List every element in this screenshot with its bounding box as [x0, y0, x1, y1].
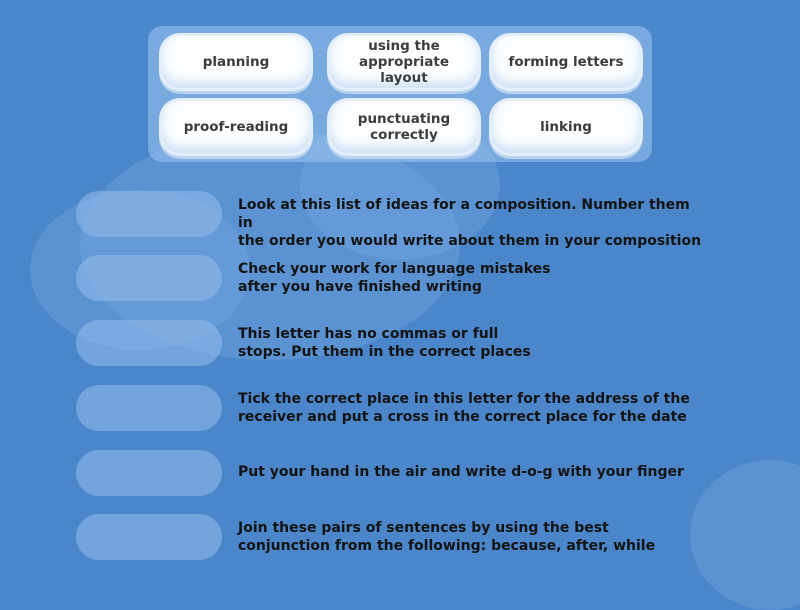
tile-planning[interactable] [162, 36, 310, 88]
tile-label: linking [540, 119, 592, 135]
tile-using-the-appropriate-layout[interactable] [330, 36, 478, 88]
tile-label: planning [202, 54, 270, 70]
row-description: Check your work for language mistakes after you have finished writing [238, 261, 551, 295]
drop-slot-6[interactable] [76, 514, 222, 560]
match-row-4 [76, 385, 716, 431]
tile-label: using the appropriate layout [358, 38, 450, 86]
tile-label: forming letters [508, 54, 624, 70]
drop-slot-2[interactable] [76, 255, 222, 301]
tile-label: proof-reading [183, 119, 289, 135]
tile-forming-letters[interactable] [492, 36, 640, 88]
match-row-3 [76, 320, 716, 366]
match-row-2 [76, 255, 716, 301]
tile-punctuating-correctly[interactable] [330, 101, 478, 153]
row-description: Put your hand in the air and write d-o-g with your finger [238, 464, 684, 480]
drop-slot-4[interactable] [76, 385, 222, 431]
tile-linking[interactable] [492, 101, 640, 153]
match-row-1 [76, 191, 716, 249]
row-description: Tick the correct place in this letter for the address of the receiver and put a cross in the correct place for the date [238, 391, 690, 425]
tile-label: punctuating correctly [357, 111, 451, 143]
drop-slot-1[interactable] [76, 191, 222, 237]
answer-tiles-panel [148, 26, 652, 162]
match-row-5 [76, 450, 716, 496]
drop-slot-5[interactable] [76, 450, 222, 496]
drop-slot-3[interactable] [76, 320, 222, 366]
row-description: Join these pairs of sentences by using the best conjunction from the following: because, after, while [238, 520, 656, 554]
row-description: Look at this list of ideas for a composition. Number them in the order you would write about them in your composition [238, 197, 702, 249]
tile-proof-reading[interactable] [162, 101, 310, 153]
match-row-6 [76, 514, 716, 560]
row-description: This letter has no commas or full stops. Put them in the correct places [238, 326, 531, 360]
